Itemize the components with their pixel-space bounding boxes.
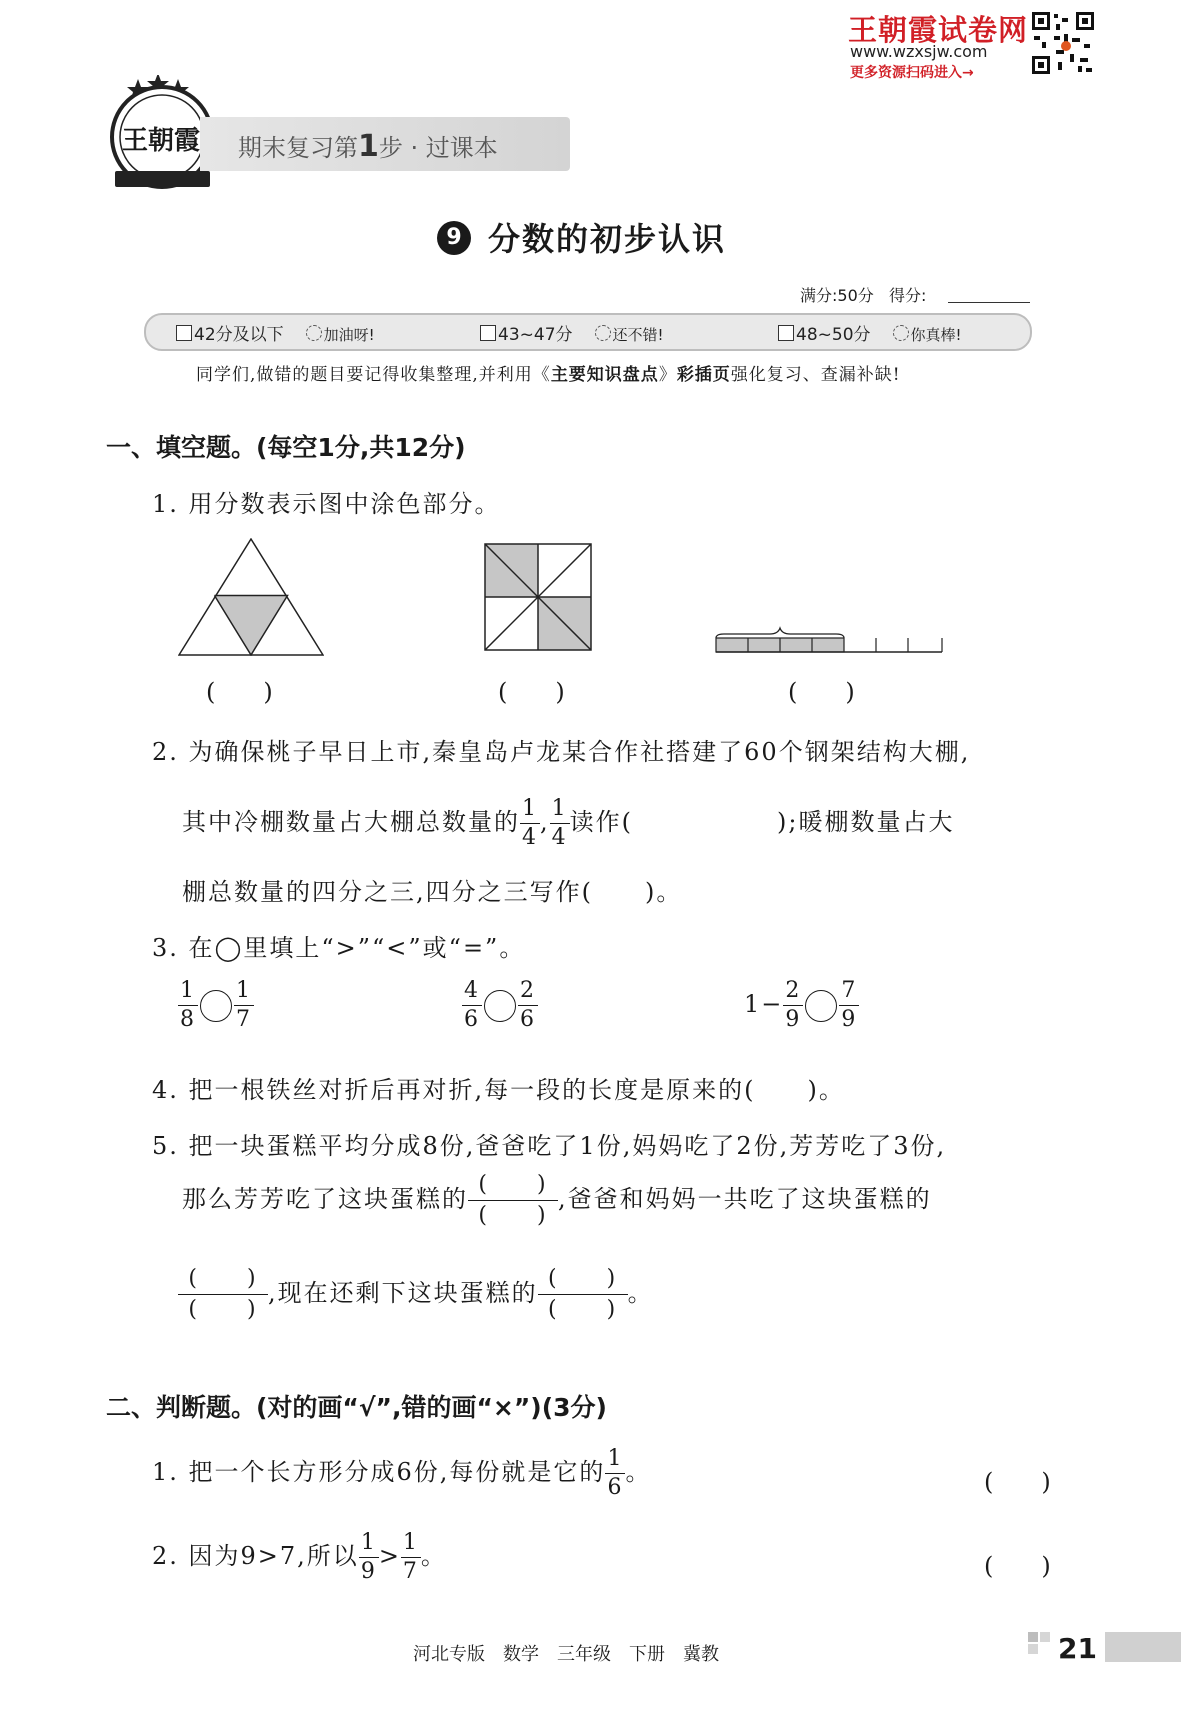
- question-2-line-2: 其中冷棚数量占大棚总数量的 $\frac{1}{4}$ , $\frac{1}{4}$ 读作( );暖棚数量占大: [182, 796, 955, 850]
- answer-blank-square[interactable]: ( ): [498, 678, 565, 706]
- qr-code-icon[interactable]: [1030, 10, 1096, 76]
- page-title: 分数的初步认识: [488, 220, 727, 258]
- score-line: [800, 283, 926, 306]
- fraction-one-quarter: $\frac{1}{4}$: [551, 796, 568, 850]
- header-title: 期末复习第1步 · 过课本: [238, 129, 498, 164]
- score-blank[interactable]: [948, 302, 1030, 303]
- compare-circle[interactable]: [805, 990, 837, 1022]
- question-5-line-2: 那么芳芳吃了这块蛋糕的 ( ) ( ) ,爸爸和妈妈一共吃了这块蛋糕的: [182, 1172, 932, 1228]
- full-score: 满分:50分: [800, 286, 874, 305]
- answer-fraction-blank[interactable]: ( ) ( ): [538, 1268, 628, 1321]
- fraction-one-quarter: $\frac{1}{4}$: [522, 796, 538, 850]
- study-tip: 同学们,做错的题目要记得收集整理,并利用《主要知识盘点》彩插页强化复习、查漏补缺!: [196, 365, 901, 385]
- score-label: 得分:: [889, 286, 927, 305]
- question-4-text: 4. 把一根铁丝对折后再对折,每一段的长度是原来的( )。: [152, 1076, 845, 1104]
- answer-blank-bar[interactable]: ( ): [788, 678, 855, 706]
- footer-info: 河北专版 数学 三年级 下册 冀教: [413, 1644, 719, 1665]
- answer-fraction-blank[interactable]: ( ) ( ): [178, 1268, 268, 1321]
- page-bar: [1105, 1632, 1181, 1662]
- face-icon: [893, 325, 909, 341]
- face-icon: [306, 325, 322, 341]
- answer-fraction-blank[interactable]: ( ) ( ): [468, 1174, 558, 1227]
- answer-blank-triangle[interactable]: ( ): [206, 678, 273, 706]
- brand-url[interactable]: www.wzxsjw.com: [850, 42, 988, 61]
- judge-2-answer-blank[interactable]: ( ): [984, 1552, 1051, 1580]
- question-2-line-1: 2. 为确保桃子早日上市,秦皇岛卢龙某合作社搭建了60个钢架结构大棚,: [152, 738, 971, 766]
- grade-option-2[interactable]: 43~47分 还不错!: [480, 320, 664, 345]
- logo-text: 王朝霞: [122, 126, 201, 156]
- compare-circle[interactable]: [200, 990, 232, 1022]
- grade-option-1[interactable]: 42分及以下 加油呀!: [176, 320, 375, 345]
- brand-more-link[interactable]: 更多资源扫码进入→: [850, 65, 974, 81]
- face-icon: [595, 325, 611, 341]
- checkbox: [480, 325, 496, 341]
- checkbox: [176, 325, 192, 341]
- judge-2-text: 2. 因为9>7,所以 $\frac{1}{9}$ > $\frac{1}{7}$ 。: [152, 1530, 447, 1584]
- judge-1-text: 1. 把一个长方形分成6份,每份就是它的 $\frac{1}{6}$ 。: [152, 1446, 652, 1500]
- brand-name: 王朝霞试卷网: [848, 13, 1029, 47]
- judge-1-answer-blank[interactable]: ( ): [984, 1468, 1051, 1496]
- question-5-line-1: 5. 把一块蛋糕平均分成8份,爸爸吃了1份,妈妈吃了2份,芳芳吃了3份,: [152, 1132, 947, 1160]
- compare-item-1: $\frac{1}{8}$ $\frac{1}{7}$: [180, 978, 252, 1032]
- page-number: 21: [1058, 1632, 1097, 1665]
- compare-item-3: 1− $\frac{2}{9}$ $\frac{7}{9}$: [744, 978, 858, 1032]
- fraction-one-ninth: $\frac{1}{9}$: [360, 1530, 377, 1584]
- fraction-one-sixth: $\frac{1}{6}$: [607, 1446, 624, 1500]
- square-figure: [484, 543, 592, 651]
- section-true-false-title: 二、判断题。(对的画“√”,错的画“×”)(3分): [106, 1393, 607, 1422]
- fraction-one-seventh: $\frac{1}{7}$: [402, 1530, 419, 1584]
- chapter-number: 9: [437, 221, 471, 255]
- section-fill-in-title: 一、填空题。(每空1分,共12分): [106, 433, 466, 462]
- triangle-figure: [178, 538, 324, 656]
- question-5-line-3: ( ) ( ) ,现在还剩下这块蛋糕的 ( ) ( ) 。: [178, 1268, 654, 1321]
- page-corner-decoration: [1028, 1628, 1054, 1658]
- compare-circle[interactable]: [484, 990, 516, 1022]
- compare-item-2: $\frac{4}{6}$ $\frac{2}{6}$: [464, 978, 536, 1032]
- question-2-line-3: 棚总数量的四分之三,四分之三写作( )。: [182, 878, 683, 906]
- checkbox: [778, 325, 794, 341]
- question-3-text: 3. 在◯里填上“>”“<”或“=”。: [152, 934, 526, 962]
- segment-bar-figure: [714, 624, 944, 654]
- question-1-text: 1. 用分数表示图中涂色部分。: [152, 490, 501, 518]
- grade-option-3[interactable]: 48~50分 你真棒!: [778, 320, 962, 345]
